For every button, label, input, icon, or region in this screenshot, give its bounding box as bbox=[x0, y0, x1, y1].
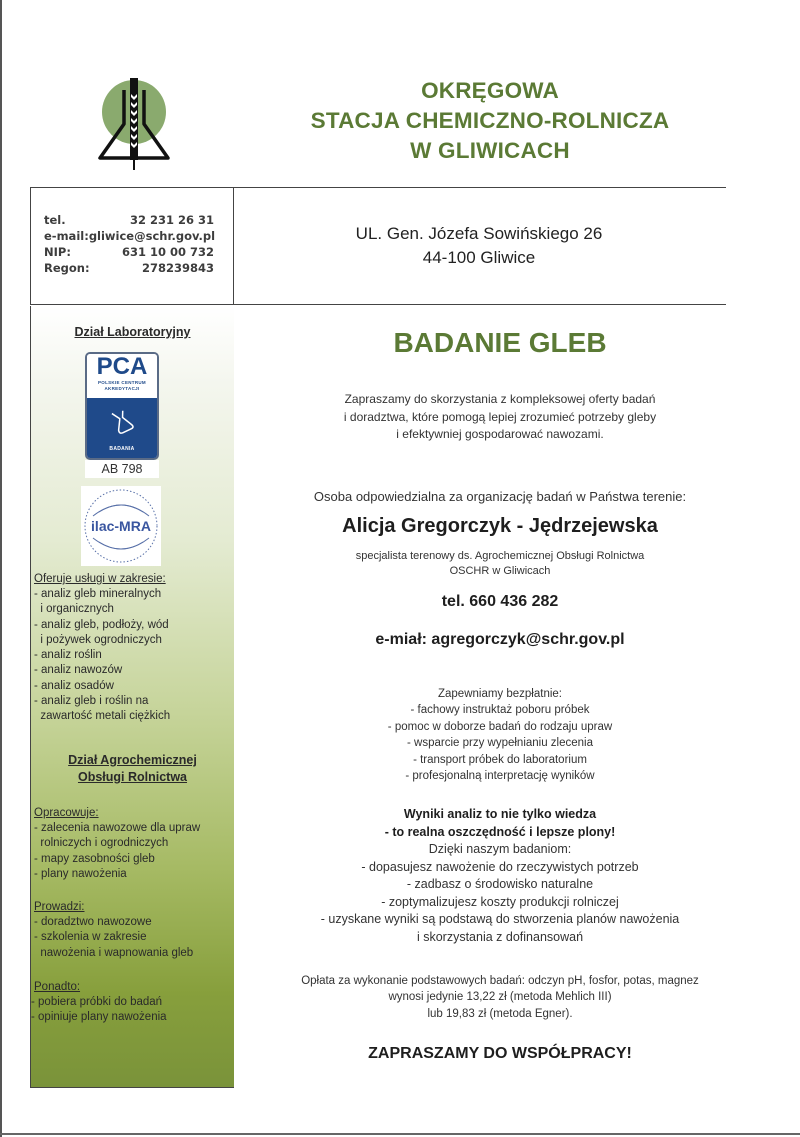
conducts-list bbox=[34, 915, 234, 961]
divider bbox=[30, 304, 726, 305]
contact-row-regon bbox=[44, 260, 214, 276]
list-item: i pożywek ogrodniczych bbox=[34, 633, 162, 646]
benefits-section bbox=[240, 806, 760, 946]
contact-value: 32 231 26 31 bbox=[129, 213, 214, 227]
list-item: - dopasujesz nawożenie do rzeczywistych potrzeb bbox=[361, 859, 639, 874]
contact-row-phone bbox=[44, 212, 214, 228]
pca-category: BADANIA bbox=[109, 446, 135, 452]
page-edge bbox=[0, 0, 2, 1137]
intro-line: Zapraszamy do skorzystania z kompleksowej oferty badań bbox=[344, 392, 656, 406]
divider bbox=[30, 187, 31, 305]
contact-label: tel. bbox=[44, 213, 66, 227]
contact-person-name: Alicja Gregorczyk - Jędrzejewska bbox=[342, 515, 658, 537]
list-item: - analiz gleb, podłoży, wód bbox=[34, 618, 169, 631]
pricing-line: lub 19,83 zł (metoda Egner). bbox=[427, 1007, 573, 1020]
list-item: - analiz nawozów bbox=[34, 664, 123, 677]
list-item: - analiz roślin bbox=[34, 649, 102, 662]
list-item: - wsparcie przy wypełnianiu zlecenia bbox=[407, 737, 593, 750]
section-title: BADANIE GLEB bbox=[393, 327, 607, 358]
list-item: - uzyskane wyniki są podstawą do stworzenia planów nawożenia bbox=[320, 912, 680, 926]
pricing-info bbox=[240, 973, 760, 1022]
list-item: zawartość metali ciężkich bbox=[34, 710, 171, 723]
prepares-title: Opracowuje: bbox=[34, 807, 99, 819]
offer-section bbox=[31, 572, 234, 725]
free-services-title: Zapewniamy bezpłatnie: bbox=[437, 688, 562, 700]
list-item: - plany nawożenia bbox=[34, 867, 127, 880]
title-line: W GLIWICACH bbox=[410, 138, 570, 163]
agro-heading-line: Dział Agrochemicznej bbox=[68, 753, 197, 767]
pca-subtitle: POLSKIE CENTRUM bbox=[97, 380, 146, 385]
contact-person-role bbox=[240, 549, 760, 579]
list-item: rolniczych i ogrodniczych bbox=[34, 837, 169, 850]
list-item: - analiz gleb mineralnych bbox=[34, 588, 162, 600]
conducts-title: Prowadzi: bbox=[34, 901, 85, 913]
list-item: nawożenia i wapnowania gleb bbox=[34, 946, 194, 959]
offer-title: Oferuje usługi w zakresie: bbox=[34, 573, 166, 585]
list-item: - pobiera próbki do badań bbox=[31, 996, 163, 1008]
agro-department-heading bbox=[31, 752, 234, 786]
list-item: - zadbasz o środowisko naturalne bbox=[406, 877, 594, 891]
moreover-section bbox=[31, 980, 234, 1026]
conducts-section bbox=[31, 900, 234, 961]
list-item: - profesjonalną interpretację wyników bbox=[405, 770, 595, 783]
contact-label: Regon: bbox=[44, 261, 90, 275]
contact-person-lead: Osoba odpowiedzialna za organizację badań w Państwa terenie: bbox=[313, 489, 687, 504]
pca-subtitle: AKREDYTACJI bbox=[104, 386, 140, 391]
list-item: - transport próbek do laboratorium bbox=[413, 753, 587, 766]
list-item: - zoptymalizujesz koszty produkcji rolniczej bbox=[381, 894, 619, 909]
benefits-headline: - to realna oszczędność i lepsze plony! bbox=[384, 824, 616, 839]
list-item: - analiz gleb i roślin na bbox=[34, 695, 149, 708]
contact-email-link[interactable]: gliwice@schr.gov.pl bbox=[88, 229, 216, 243]
moreover-title: Ponadto: bbox=[34, 981, 81, 993]
prepares-section bbox=[31, 806, 234, 882]
list-item: - doradztwo nawozowe bbox=[34, 916, 152, 928]
contact-row-nip bbox=[44, 244, 214, 260]
contact-row-email bbox=[44, 228, 214, 244]
benefits-headline: Wyniki analiz to nie tylko wiedza bbox=[403, 807, 597, 821]
list-item: - zalecenia nawozowe dla upraw bbox=[34, 822, 201, 834]
intro-line: i doradztwa, które pomogą lepiej zrozumieć potrzeby gleby bbox=[343, 409, 657, 424]
prepares-list bbox=[34, 821, 234, 882]
benefits-lead: Dzięki naszym badaniom: bbox=[428, 842, 572, 856]
contact-info bbox=[44, 212, 214, 276]
flask-icon bbox=[107, 406, 137, 436]
page-edge bbox=[0, 1133, 800, 1135]
list-item: - szkolenia w zakresie bbox=[34, 931, 147, 944]
title-line: STACJA CHEMICZNO-ROLNICZA bbox=[310, 108, 670, 133]
svg-text:ilac-MRA: ilac-MRA bbox=[91, 518, 151, 534]
contact-label: e-mail: bbox=[44, 229, 89, 243]
list-item: - analiz osadów bbox=[34, 679, 114, 692]
contact-person-phone[interactable]: tel. 660 436 282 bbox=[441, 593, 559, 610]
title-line: OKRĘGOWA bbox=[421, 78, 559, 103]
list-item: - mapy zasobności gleb bbox=[34, 852, 155, 865]
pca-logo-text: PCA bbox=[96, 353, 148, 380]
address-city: 44-100 Gliwice bbox=[422, 248, 536, 267]
lab-department-heading: Dział Laboratoryjny bbox=[74, 325, 191, 339]
pricing-line: wynosi jedynie 13,22 zł (metoda Mehlich III) bbox=[388, 991, 612, 1004]
contact-value: 278239843 bbox=[141, 261, 214, 275]
moreover-list bbox=[31, 995, 234, 1026]
organization-title bbox=[250, 76, 730, 166]
ilac-mra-logo-icon bbox=[81, 486, 161, 566]
contact-label: NIP: bbox=[44, 245, 71, 259]
wheat-flask-logo-icon bbox=[96, 76, 172, 172]
intro-line: i efektywniej gospodarować nawozami. bbox=[396, 427, 604, 441]
free-services bbox=[240, 686, 760, 784]
sidebar bbox=[30, 306, 234, 1088]
list-item: i organicznych bbox=[34, 603, 114, 616]
list-item: - fachowy instruktaż poboru próbek bbox=[410, 704, 590, 717]
intro-paragraph bbox=[240, 391, 760, 444]
contact-value: 631 10 00 732 bbox=[121, 245, 214, 259]
list-item: i skorzystania z dofinansowań bbox=[416, 929, 584, 944]
agro-heading-line: Obsługi Rolnictwa bbox=[77, 770, 188, 784]
list-item: - pomoc w doborze badań do rodzaju upraw bbox=[387, 720, 613, 733]
contact-person-email[interactable]: e-miał: agregorczyk@schr.gov.pl bbox=[375, 631, 625, 648]
divider bbox=[30, 187, 726, 188]
list-item: - opiniuje plany nawożenia bbox=[31, 1011, 167, 1024]
address bbox=[234, 222, 724, 270]
pricing-line: Opłata za wykonanie podstawowych badań: odczyn pH, fosfor, potas, magnez bbox=[301, 975, 699, 987]
address-street: UL. Gen. Józefa Sowińskiego 26 bbox=[355, 224, 603, 243]
offer-list bbox=[34, 587, 234, 725]
closing-invitation: ZAPRASZAMY DO WSPÓŁPRACY! bbox=[368, 1045, 632, 1062]
role-line: OSCHR w Gliwicach bbox=[449, 565, 551, 577]
pca-accreditation-badge bbox=[85, 352, 159, 460]
accreditation-code: AB 798 bbox=[85, 460, 159, 478]
role-line: specjalista terenowy ds. Agrochemicznej Obsługi Rolnictwa bbox=[355, 550, 645, 562]
